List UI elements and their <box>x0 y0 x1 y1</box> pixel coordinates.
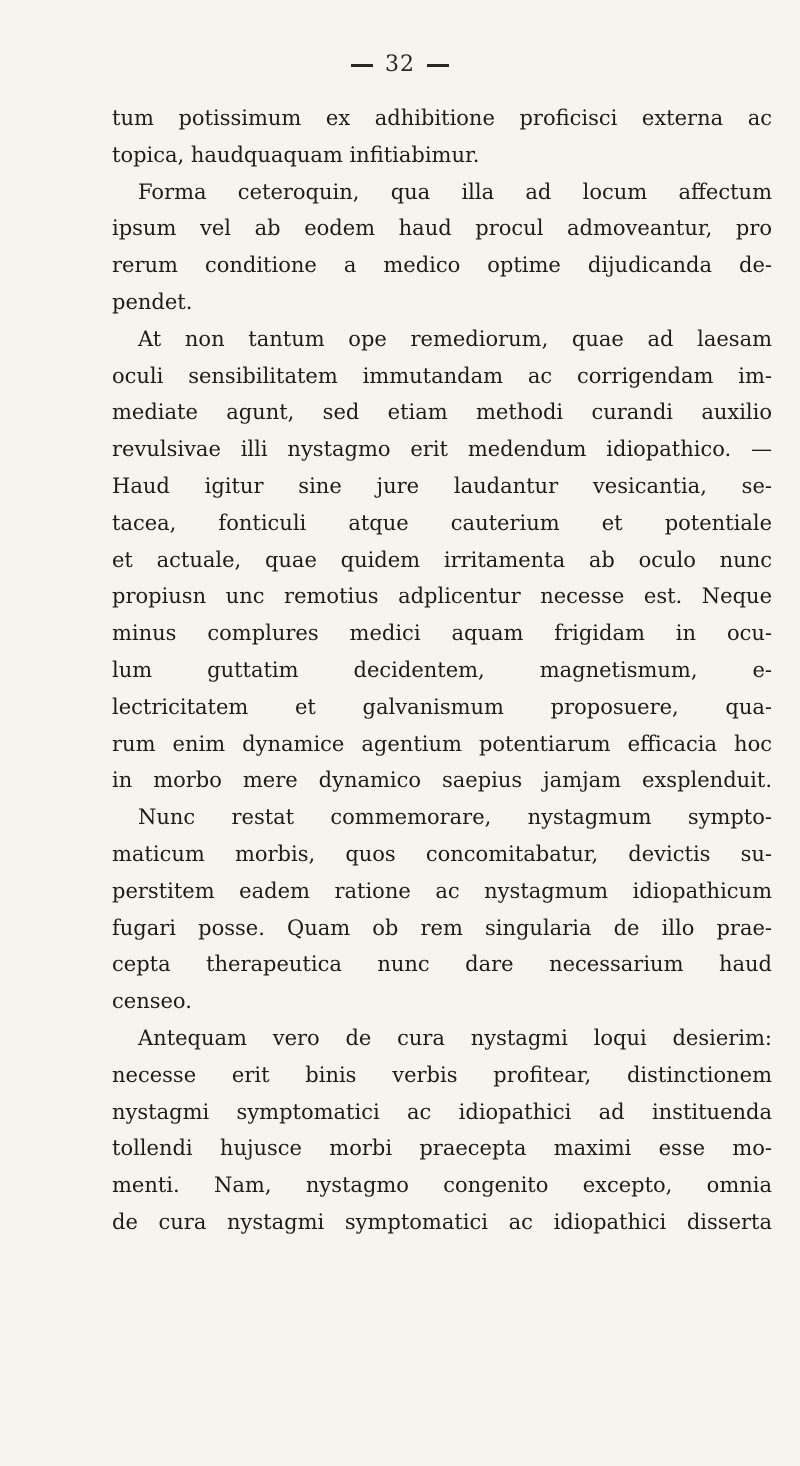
text-line: necesse erit binis verbis profitear, distinctionem <box>112 1062 772 1087</box>
text-line: Forma ceteroquin, qua illa ad locum affectum <box>138 179 772 204</box>
header-dash-left <box>351 64 373 67</box>
text-line: mediate agunt, sed etiam methodi curandi auxilio <box>112 400 772 425</box>
body-text <box>112 100 772 1241</box>
text-line: menti. Nam, nystagmo congenito excepto, omnia <box>112 1173 772 1198</box>
text-line: Haud igitur sine jure laudantur vesicantia, se- <box>112 473 772 498</box>
text-line: ipsum vel ab eodem haud procul admoveantur, pro <box>112 216 772 241</box>
text-line: rerum conditione a medico optime dijudicanda de- <box>112 253 772 278</box>
text-line: censeo. <box>112 989 192 1014</box>
text-line: minus complures medici aquam frigidam in ocu- <box>112 621 772 646</box>
text-line: topica, haudquaquam infitiabimur. <box>112 142 480 167</box>
text-line: cepta therapeutica nunc dare necessarium haud <box>112 952 772 977</box>
text-line: lum guttatim decidentem, magnetismum, e- <box>112 657 772 682</box>
page-header <box>0 52 800 77</box>
text-line: oculi sensibilitatem immutandam ac corrigendam im- <box>112 363 772 388</box>
page-number: 32 <box>385 52 415 77</box>
text-line: propiusn unc remotius adplicentur necesse est. Neque <box>112 584 772 609</box>
text-line: nystagmi symptomatici ac idiopathici ad instituenda <box>112 1099 772 1124</box>
text-line: At non tantum ope remediorum, quae ad laesam <box>138 326 772 351</box>
text-line: perstitem eadem ratione ac nystagmum idiopathicum <box>112 878 772 903</box>
text-line: tum potissimum ex adhibitione proficisci externa ac <box>112 106 772 130</box>
text-line: tollendi hujusce morbi praecepta maximi esse mo- <box>112 1136 772 1161</box>
text-line: in morbo mere dynamico saepius jamjam exsplenduit. <box>112 768 772 793</box>
text-line: et actuale, quae quidem irritamenta ab oculo nunc <box>112 547 772 572</box>
text-line: fugari posse. Quam ob rem singularia de illo prae- <box>112 915 772 940</box>
text-line: Nunc restat commemorare, nystagmum sympto- <box>138 805 772 830</box>
text-line: maticum morbis, quos concomitabatur, devictis su- <box>112 841 772 866</box>
text-line: revulsivae illi nystagmo erit medendum idiopathico. — <box>112 437 772 462</box>
text-line: Antequam vero de cura nystagmi loqui desierim: <box>138 1025 772 1050</box>
text-line: de cura nystagmi symptomatici ac idiopathici disserta <box>112 1209 772 1234</box>
text-line: rum enim dynamice agentium potentiarum efficacia hoc <box>112 731 772 756</box>
text-line: tacea, fonticuli atque cauterium et potentiale <box>112 510 772 535</box>
text-line: lectricitatem et galvanismum proposuere, qua- <box>112 694 772 719</box>
header-dash-right <box>427 64 449 67</box>
text-line: pendet. <box>112 289 193 314</box>
